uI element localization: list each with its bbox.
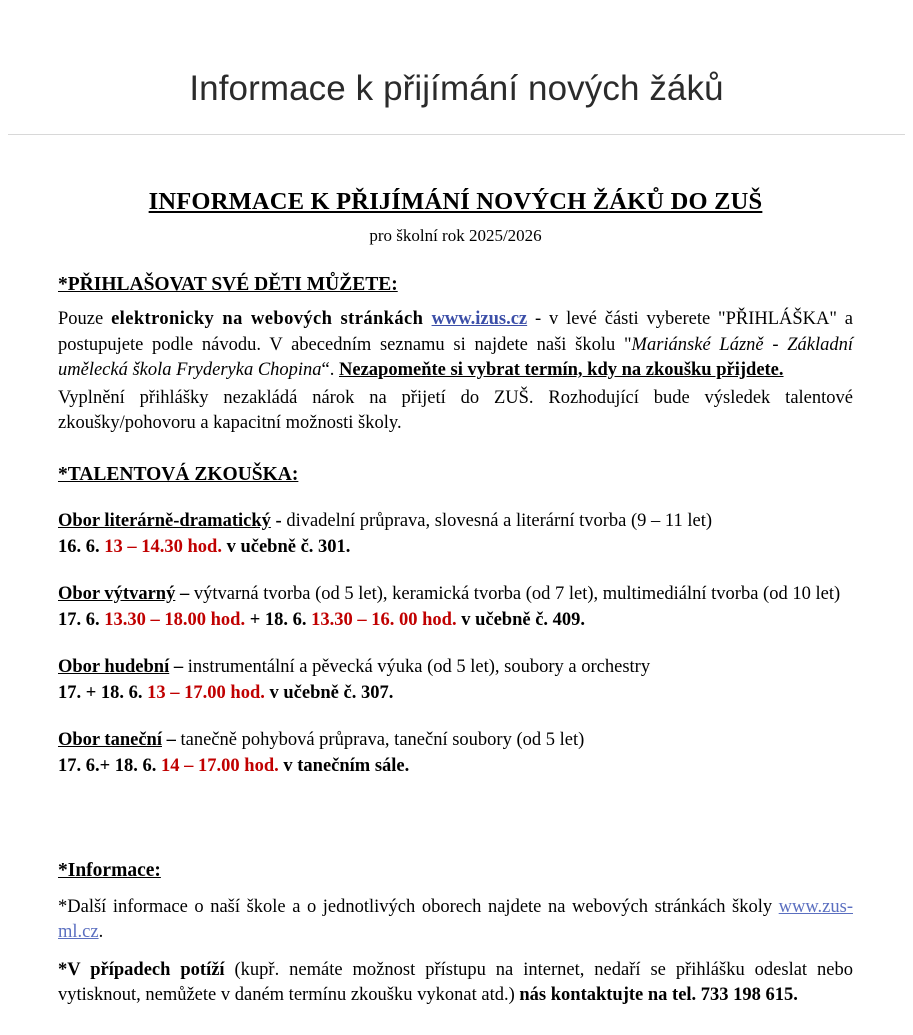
course-dash: – xyxy=(169,656,188,677)
info-paragraph-contact xyxy=(58,958,853,1009)
course-date-second: + 18. 6. xyxy=(245,609,312,630)
contact-phone: nás kontaktujte na tel. 733 198 615. xyxy=(519,985,798,1005)
course-description: divadelní průprava, slovesná a literární tvorba (9 – 11 let) xyxy=(286,510,713,531)
course-description-line xyxy=(58,728,853,753)
course-name: Obor výtvarný xyxy=(58,583,176,604)
section-heading-exam: *TALENTOVÁ ZKOUŠKA: xyxy=(58,463,299,485)
course-room: v učebně č. 307. xyxy=(264,682,394,703)
course-dash: – xyxy=(175,583,194,604)
course-name: Obor literárně-dramatický xyxy=(58,510,271,531)
document-body xyxy=(0,135,913,1035)
course-schedule-line xyxy=(58,753,853,779)
course-time-second: 13.30 – 16. 00 hod. xyxy=(311,609,457,630)
course-date: 17. 6. xyxy=(58,609,105,630)
document-subtitle: pro školní rok 2025/2026 xyxy=(369,226,542,245)
course-block-dance xyxy=(58,728,853,779)
course-room: v tanečním sále. xyxy=(278,755,410,776)
apply-text-3: “. xyxy=(321,360,340,380)
course-room: v učebně č. 301. xyxy=(221,536,351,557)
course-dash: - xyxy=(270,510,287,531)
page-title: Informace k přijímání nových žáků xyxy=(189,69,724,108)
apply-text-2: - v levé části vyberete "PŘIHLÁŠKA" a postupujete podle návodu. V abecedním seznamu si najdete naši školu " xyxy=(58,309,853,355)
course-schedule-line xyxy=(58,534,853,560)
apply-note-emphasis: Nezapomeňte si vybrat termín, kdy na zkoušku přijdete. xyxy=(339,360,784,380)
course-description-line xyxy=(58,582,853,607)
apply-paragraph xyxy=(58,307,853,384)
info-text-1: *Další informace o naší škole a o jednotlivých oborech najdete na webových stránkách školy xyxy=(58,896,779,917)
course-room: v učebně č. 409. xyxy=(456,609,586,630)
course-time: 14 – 17.00 hod. xyxy=(161,755,279,776)
course-dash: – xyxy=(161,729,181,750)
section-heading-info: *Informace: xyxy=(58,859,161,881)
info-paragraph-website xyxy=(58,895,853,946)
course-description-line xyxy=(58,655,853,680)
course-description: výtvarná tvorba (od 5 let), keramická tvorba (od 7 let), multimediální tvorba (od 10 let) xyxy=(193,583,841,604)
course-description: instrumentální a pěvecká výuka (od 5 let), soubory a orchestry xyxy=(187,656,651,677)
course-date: 17. 6.+ 18. 6. xyxy=(58,755,162,776)
course-description-line xyxy=(58,509,853,534)
course-time: 13.30 – 18.00 hod. xyxy=(104,609,246,630)
course-name: Obor hudební xyxy=(58,656,170,677)
spacer xyxy=(58,779,853,833)
course-description: tanečně pohybová průprava, taneční soubory (od 5 let) xyxy=(180,729,585,750)
school-website-link[interactable]: www.zus-ml.cz xyxy=(58,896,853,942)
course-time: 13 – 14.30 hod. xyxy=(104,536,222,557)
course-name: Obor taneční xyxy=(58,729,162,750)
document-title: INFORMACE K PŘIJÍMÁNÍ NOVÝCH ŽÁKŮ DO ZUŠ xyxy=(148,188,763,215)
school-name-italic: Mariánské Lázně - Základní umělecká škola Fryderyka Chopina xyxy=(58,334,854,380)
section-heading-apply: *PŘIHLAŠOVAT SVÉ DĚTI MŮŽETE: xyxy=(58,274,398,295)
course-schedule-line xyxy=(58,607,853,633)
apply-text-1: Pouze xyxy=(58,309,112,329)
apply-text-bold: elektronicky na webových stránkách xyxy=(111,309,432,329)
izus-link[interactable]: www.izus.cz xyxy=(431,309,528,329)
course-date: 16. 6. xyxy=(58,536,105,557)
course-block-music xyxy=(58,655,853,706)
info-troubles-label: *V případech potíží xyxy=(58,959,225,980)
info-troubles-text: (kupř. nemáte možnost přístupu na internet, nedaří se přihlášku odeslat nebo vytisknout, nemůžete v daném termínu zkoušku vykonat atd.) xyxy=(58,959,853,1005)
course-time: 13 – 17.00 hod. xyxy=(147,682,265,703)
course-block-visual-arts xyxy=(58,582,853,633)
course-block-literary-dramatic xyxy=(58,509,853,560)
course-date: 17. + 18. 6. xyxy=(58,682,148,703)
course-schedule-line xyxy=(58,680,853,706)
apply-disclaimer: Vyplnění přihlášky nezakládá nárok na přijetí do ZUŠ. Rozhodující bude výsledek talentové zkoušky/pohovoru a kapacitní možnosti školy. xyxy=(58,387,853,433)
info-text-1-end: . xyxy=(98,922,104,942)
page-header xyxy=(0,0,913,110)
